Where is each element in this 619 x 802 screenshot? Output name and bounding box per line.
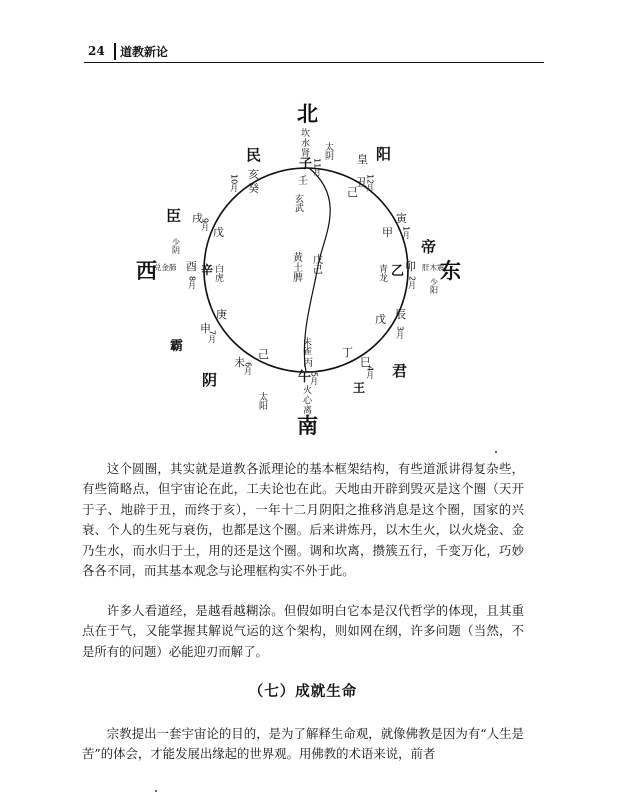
- running-title: 道教新论: [114, 43, 168, 60]
- east-organs: 肝木震: [422, 263, 445, 272]
- guardian-xuanwu: 玄武: [293, 194, 303, 212]
- month-8: 8月: [187, 276, 197, 290]
- label-huang: 皇: [357, 153, 368, 166]
- stem-gui: 癸: [248, 182, 259, 195]
- branch-wu: 午: [298, 370, 312, 385]
- stem-geng: 庚: [216, 308, 227, 321]
- center-wu-ji: 戊己: [310, 254, 322, 274]
- north-kan: 坎: [301, 129, 311, 139]
- page-number: 24: [88, 44, 105, 58]
- stem-ji-upper: 己: [347, 186, 358, 199]
- north-shen: 肾: [301, 149, 311, 159]
- paragraph-1: 这个圆圈，其实就是道教各派理论的基本框架结构，有些道派讲得复杂些，有些简略点，但宇宙论在此，工夫论也在此。天地由开辟到毁灭是这个圈（天开于子、地辟于丑，而终于亥），一年十二月阴阳之推移消息是这个圈，国家的兴衰、个人的生死与衰伤，也都是这个圈。后来讲炼丹，以木生火，以火烧金、金乃生水，而水归于土，用的还是这个圈。调和坎离，攒簇五行，千变万化，巧妙各各不同，而其基本观念与论理框构实不外于此。: [82, 461, 524, 579]
- month-4: 4月: [365, 366, 375, 380]
- paragraph-3: 宗教提出一套宇宙论的目的，是为了解释生命观，就像佛教是因为有“人生是苦”的体会，才能发展出缘起的世界观。用佛教的术语来说，前者: [82, 726, 524, 762]
- center-huang-tu-pi: 黄土脾: [290, 252, 302, 282]
- month-1: 1月: [401, 226, 411, 240]
- month-10: 10月: [229, 174, 239, 193]
- stem-ding: 丁: [342, 346, 353, 359]
- branch-mao: 卯: [405, 260, 416, 273]
- month-2: 2月: [407, 276, 417, 290]
- stem-bing: 丙: [303, 358, 313, 369]
- month-3: 3月: [395, 326, 405, 340]
- branch-yin: 寅: [396, 212, 407, 225]
- month-7: 7月: [207, 330, 217, 344]
- taiyang-bottom: 太阳: [257, 392, 267, 410]
- label-wang: 王: [353, 381, 366, 395]
- stem-yi: 乙: [391, 264, 405, 279]
- guardian-qinglong: 青龙: [377, 264, 387, 282]
- guardian-baihu: 白虎: [213, 264, 223, 282]
- branch-si: 巳: [360, 356, 371, 369]
- scan-speck: [495, 451, 497, 453]
- branch-you: 酉: [186, 260, 197, 273]
- month-11: 11月: [312, 158, 322, 177]
- west-organs: 兑金肺: [154, 263, 177, 272]
- direction-east: 东: [440, 259, 461, 283]
- month-6: 6月: [243, 362, 253, 376]
- label-chen: 臣: [166, 207, 182, 225]
- south-huo: 火: [303, 386, 313, 396]
- guardian-zhuque: 朱雀: [301, 337, 311, 355]
- shao-yang: 少阳: [429, 278, 439, 294]
- branch-chen: 辰: [395, 308, 406, 321]
- direction-south: 南: [297, 414, 318, 438]
- branch-xu: 戌: [192, 212, 203, 225]
- section-title: （七）成就生命: [248, 684, 358, 700]
- month-9: 9月: [200, 218, 210, 232]
- branch-wei: 未: [234, 356, 245, 369]
- branch-chou: 丑: [356, 176, 367, 189]
- stem-wu-west: 戊: [213, 226, 224, 239]
- month-5: 5月: [309, 372, 319, 386]
- shao-yin: 少阴: [171, 238, 181, 254]
- stem-ji-lower: 己: [258, 348, 269, 361]
- label-yin: 阴: [202, 371, 218, 389]
- branch-shen: 申: [200, 322, 211, 335]
- branch-hai: 亥: [248, 168, 259, 181]
- stem-jia: 甲: [382, 226, 393, 239]
- taiyin-top: 太阴: [323, 142, 333, 160]
- direction-north: 北: [297, 102, 318, 126]
- label-ba: 霸: [170, 339, 184, 354]
- direction-west: 西: [136, 259, 157, 283]
- paragraph-2: 许多人看道经，是越看越糊涂。但假如明白它本是汉代哲学的体现，且其重点在于气，又能掌握其解说气运的这个架构，则如网在纲，许多问题（当然，不是所有的问题）必能迎刃而解了。: [82, 603, 524, 659]
- label-yang: 阳: [376, 145, 392, 163]
- label-jun: 君: [392, 362, 408, 380]
- month-12: 12月: [365, 174, 375, 193]
- south-xin: 心: [303, 396, 313, 406]
- scan-speck: [155, 790, 157, 792]
- south-li: 离: [303, 406, 313, 416]
- north-shui: 水: [301, 139, 311, 149]
- stem-xin: 辛: [201, 263, 214, 277]
- label-di: 帝: [421, 238, 437, 256]
- stem-ren: 壬: [298, 176, 308, 187]
- stem-wu-east: 戊: [375, 313, 386, 326]
- branch-zi: 子: [299, 157, 313, 172]
- label-min: 民: [246, 146, 262, 164]
